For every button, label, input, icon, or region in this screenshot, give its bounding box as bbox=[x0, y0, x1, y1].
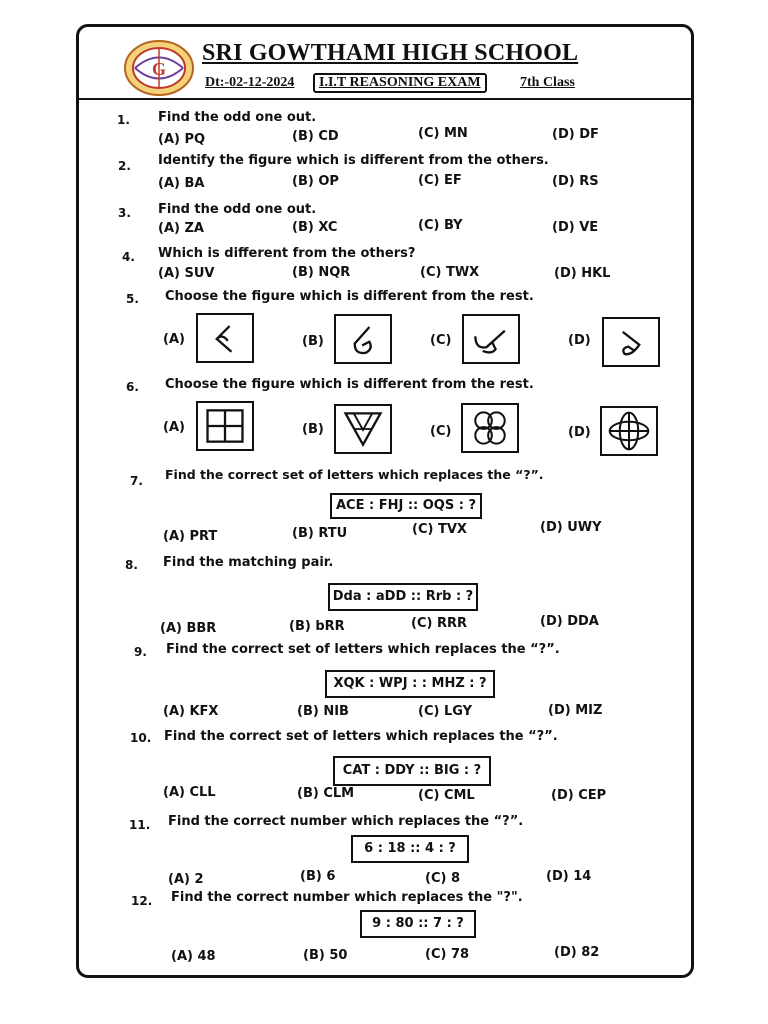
exam-date: Dt:-02-12-2024 bbox=[205, 75, 295, 90]
figure-d[interactable] bbox=[602, 317, 660, 367]
option-b[interactable]: (B) bbox=[302, 334, 324, 349]
figure-b[interactable] bbox=[334, 404, 392, 454]
option-c[interactable]: (C) LGY bbox=[418, 704, 473, 719]
option-b[interactable]: (B) 50 bbox=[303, 948, 348, 963]
option-c[interactable]: (C) TVX bbox=[412, 522, 467, 537]
question-text: Find the matching pair. bbox=[163, 555, 334, 570]
question-text: Find the odd one out. bbox=[158, 110, 317, 125]
option-a[interactable]: (A) SUV bbox=[158, 266, 215, 281]
option-b[interactable]: (B) XC bbox=[292, 220, 338, 235]
option-c[interactable]: (C) 8 bbox=[425, 871, 460, 886]
option-b[interactable]: (B) RTU bbox=[292, 526, 348, 541]
svg-text:G: G bbox=[151, 59, 167, 79]
option-c[interactable]: (C) bbox=[430, 333, 452, 348]
option-c[interactable]: (C) 78 bbox=[425, 947, 470, 962]
question-text: Choose the figure which is different from the rest. bbox=[165, 377, 534, 392]
option-a[interactable]: (A) bbox=[163, 332, 185, 347]
question-number: 6. bbox=[126, 380, 139, 394]
option-d[interactable]: (D) DF bbox=[552, 127, 599, 142]
option-b[interactable]: (B) bRR bbox=[289, 619, 345, 634]
option-a[interactable]: (A) ZA bbox=[158, 221, 204, 236]
option-a[interactable]: (A) BA bbox=[158, 176, 205, 191]
option-a[interactable]: (A) 2 bbox=[168, 872, 204, 887]
option-d[interactable]: (D) VE bbox=[552, 220, 599, 235]
question-text: Find the correct set of letters which replaces the “?”. bbox=[164, 729, 558, 744]
question-number: 7. bbox=[130, 474, 143, 488]
option-c[interactable]: (C) CML bbox=[418, 788, 475, 803]
option-b[interactable]: (B) 6 bbox=[300, 869, 336, 884]
question-number: 11. bbox=[129, 818, 151, 832]
figure-d[interactable] bbox=[600, 406, 658, 456]
option-b[interactable]: (B) OP bbox=[292, 174, 339, 189]
figure-a[interactable] bbox=[196, 313, 254, 363]
question-number: 3. bbox=[118, 206, 131, 220]
question-text: Find the odd one out. bbox=[158, 202, 317, 217]
analogy-box: 6 : 18 :: 4 : ? bbox=[351, 835, 469, 863]
option-d[interactable]: (D) UWY bbox=[540, 520, 602, 535]
school-name: SRI GOWTHAMI HIGH SCHOOL bbox=[202, 40, 579, 66]
question-number: 5. bbox=[126, 292, 139, 306]
question-number: 2. bbox=[118, 159, 131, 173]
option-b[interactable]: (B) NIB bbox=[297, 704, 349, 719]
option-b[interactable]: (B) CLM bbox=[297, 786, 355, 801]
question-number: 9. bbox=[134, 645, 147, 659]
question-text: Identify the figure which is different from the others. bbox=[158, 153, 549, 168]
option-a[interactable]: (A) CLL bbox=[163, 785, 216, 800]
question-text: Find the correct number which replaces the “?”. bbox=[168, 814, 524, 829]
option-d[interactable]: (D) bbox=[568, 333, 591, 348]
option-c[interactable]: (C) bbox=[430, 424, 452, 439]
analogy-box: CAT : DDY :: BIG : ? bbox=[333, 756, 491, 786]
option-a[interactable]: (A) 48 bbox=[171, 949, 216, 964]
question-number: 4. bbox=[122, 250, 135, 264]
option-a[interactable]: (A) bbox=[163, 420, 185, 435]
option-d[interactable]: (D) bbox=[568, 425, 591, 440]
option-c[interactable]: (C) BY bbox=[418, 218, 463, 233]
question-text: Find the correct set of letters which replaces the “?”. bbox=[165, 467, 544, 482]
exam-title: I.I.T REASONING EXAM bbox=[313, 73, 487, 93]
option-a[interactable]: (A) PRT bbox=[163, 529, 218, 544]
option-b[interactable]: (B) bbox=[302, 422, 324, 437]
analogy-box: ACE : FHJ :: OQS : ? bbox=[330, 493, 482, 519]
question-text: Find the correct number which replaces the "?". bbox=[171, 890, 523, 905]
option-b[interactable]: (B) CD bbox=[292, 129, 339, 144]
question-number: 8. bbox=[125, 558, 138, 572]
analogy-box: Dda : aDD :: Rrb : ? bbox=[328, 583, 478, 611]
option-d[interactable]: (D) CEP bbox=[551, 788, 607, 803]
option-a[interactable]: (A) PQ bbox=[158, 132, 206, 147]
analogy-box: 9 : 80 :: 7 : ? bbox=[360, 910, 476, 938]
question-text: Choose the figure which is different from the rest. bbox=[165, 289, 534, 304]
option-d[interactable]: (D) MIZ bbox=[548, 703, 603, 718]
option-d[interactable]: (D) 82 bbox=[554, 945, 600, 960]
class-label: 7th Class bbox=[520, 75, 575, 90]
option-c[interactable]: (C) EF bbox=[418, 173, 462, 188]
option-b[interactable]: (B) NQR bbox=[292, 265, 351, 280]
option-c[interactable]: (C) RRR bbox=[411, 616, 467, 631]
school-logo-icon bbox=[120, 37, 198, 99]
option-c[interactable]: (C) TWX bbox=[420, 265, 480, 280]
question-number: 12. bbox=[131, 894, 153, 908]
question-number: 10. bbox=[130, 731, 152, 745]
question-number: 1. bbox=[117, 113, 130, 127]
option-d[interactable]: (D) RS bbox=[552, 174, 599, 189]
option-a[interactable]: (A) KFX bbox=[163, 704, 219, 719]
option-d[interactable]: (D) HKL bbox=[554, 266, 611, 281]
figure-b[interactable] bbox=[334, 314, 392, 364]
option-d[interactable]: (D) 14 bbox=[546, 869, 592, 884]
analogy-box: XQK : WPJ : : MHZ : ? bbox=[325, 670, 495, 698]
option-d[interactable]: (D) DDA bbox=[540, 614, 599, 629]
option-c[interactable]: (C) MN bbox=[418, 126, 468, 141]
figure-c[interactable] bbox=[461, 403, 519, 453]
question-text: Find the correct set of letters which replaces the “?”. bbox=[166, 642, 560, 657]
option-a[interactable]: (A) BBR bbox=[160, 621, 217, 636]
figure-a[interactable] bbox=[196, 401, 254, 451]
question-text: Which is different from the others? bbox=[158, 246, 416, 261]
figure-c[interactable] bbox=[462, 314, 520, 364]
